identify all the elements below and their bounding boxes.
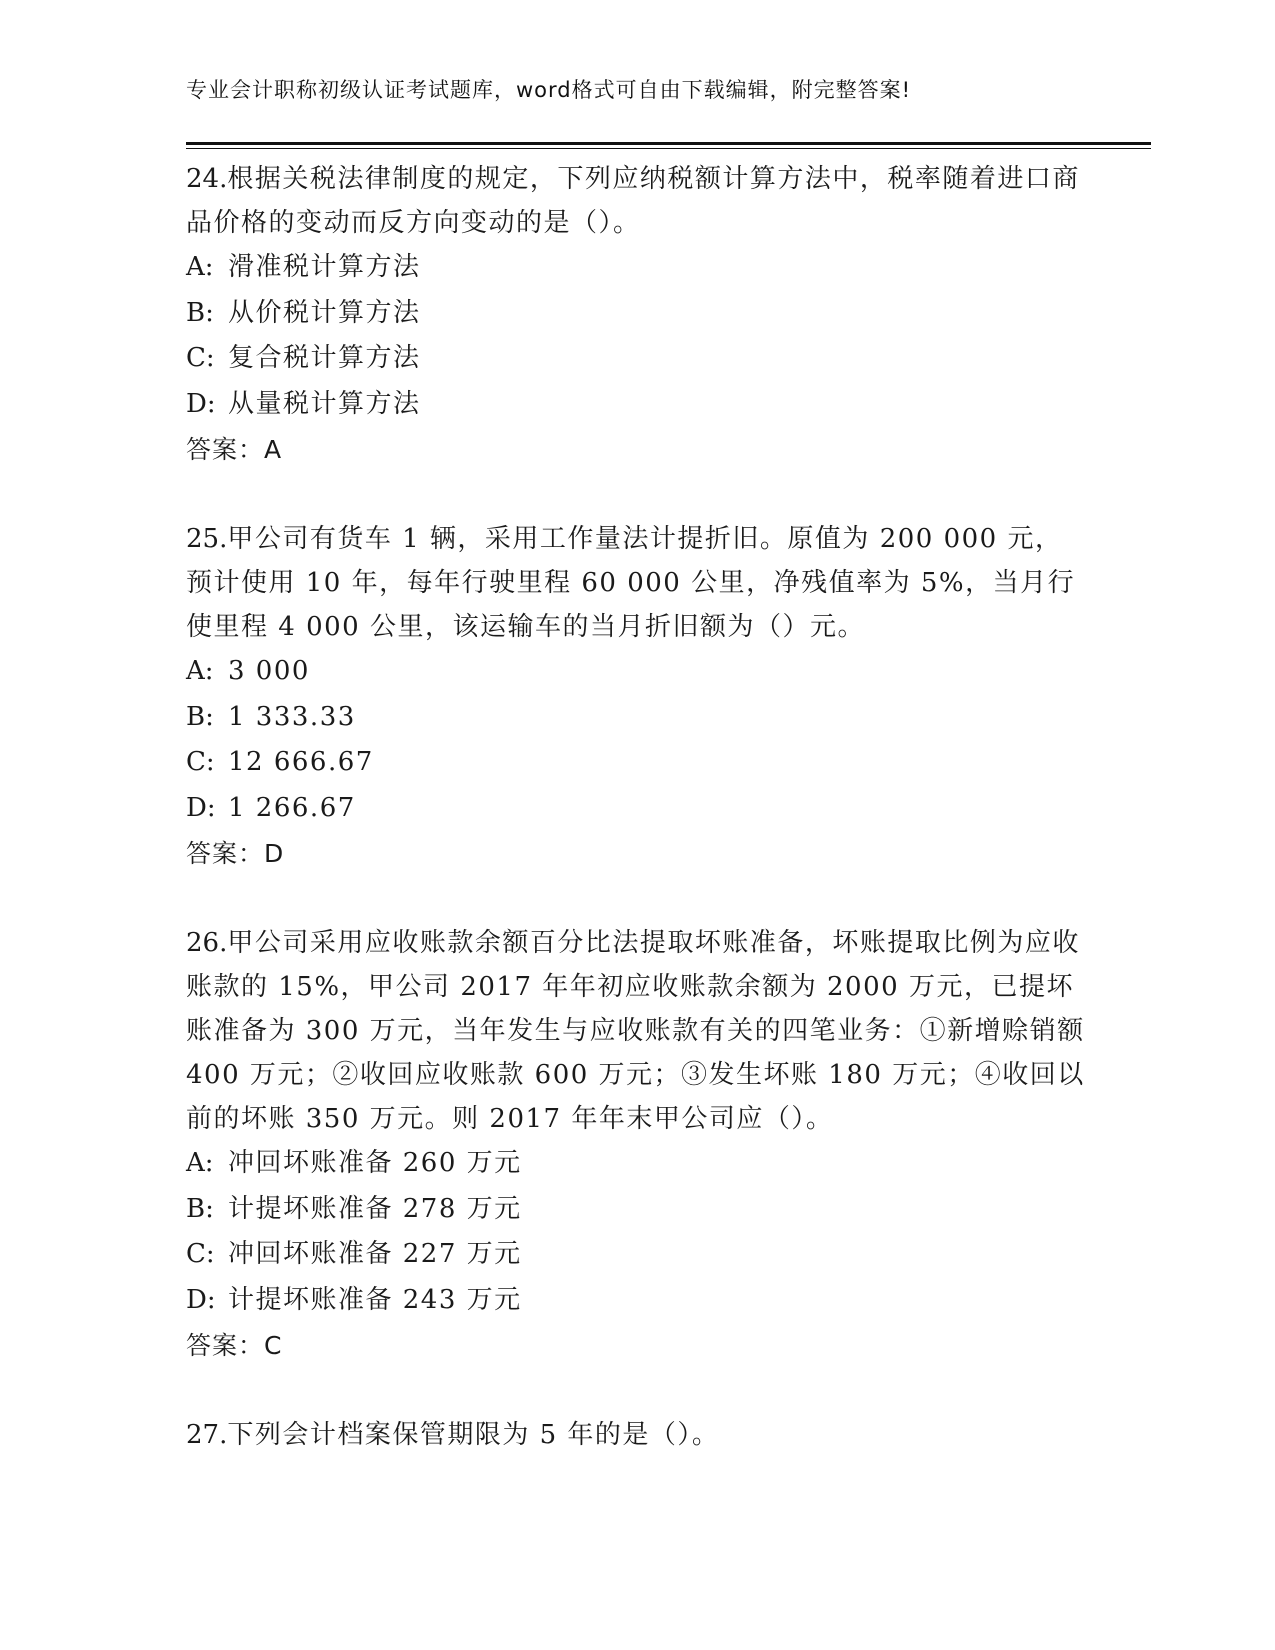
option-letter: A: (186, 656, 214, 686)
option-text: 冲回坏账准备 227 万元 (228, 1239, 522, 1269)
option-d (186, 1278, 1086, 1324)
question-27 (186, 1413, 1086, 1457)
question-25 (186, 517, 1086, 876)
option-letter: B: (186, 701, 214, 732)
option-text: 1 266.67 (228, 792, 356, 823)
question-number: 27. (186, 1420, 228, 1450)
option-b (186, 695, 1086, 741)
question-list (186, 157, 1086, 1457)
answer: 答案：D (186, 839, 285, 868)
option-a (186, 649, 1086, 695)
option-b (186, 291, 1086, 337)
option-text: 滑准税计算方法 (228, 252, 421, 282)
option-letter: C: (186, 1239, 215, 1269)
question-number: 25. (186, 524, 228, 554)
option-d (186, 786, 1086, 832)
question-body: 甲公司采用应收账款余额百分比法提取坏账准备，坏账提取比例为应收账款的 15%，甲公司 2017 年年初应收账款余额为 2000 万元，已提坏账准备为 300 万元，当年发生与应收账款有关的四笔业务：①新增赊销额 400 万元；②收回应收账款 600 万元；③发生坏账 180 万元；④收回以前的坏账 350 万元。则 2017 年年末甲公司应（）。 (186, 928, 1085, 1134)
option-text: 12 666.67 (228, 747, 374, 777)
option-letter: C: (186, 343, 215, 373)
question-26 (186, 921, 1086, 1368)
option-letter: D: (186, 1284, 216, 1315)
option-text: 复合税计算方法 (228, 343, 421, 373)
option-letter: D: (186, 792, 216, 823)
header-rule-thick (186, 142, 1151, 145)
option-text: 1 333.33 (228, 701, 356, 732)
question-text (186, 157, 1086, 245)
option-letter: D: (186, 388, 216, 419)
option-c (186, 740, 1086, 786)
question-24 (186, 157, 1086, 472)
answer: 答案：C (186, 1331, 283, 1360)
option-text: 从量税计算方法 (228, 388, 421, 419)
header-rule-thin (186, 148, 1151, 149)
spacer (186, 472, 1086, 517)
option-a (186, 1141, 1086, 1187)
option-b (186, 1187, 1086, 1233)
answer: 答案：A (186, 435, 283, 464)
question-text (186, 1413, 1086, 1457)
option-c (186, 1232, 1086, 1278)
question-text (186, 921, 1086, 1141)
option-text: 从价税计算方法 (228, 297, 421, 328)
option-text: 冲回坏账准备 260 万元 (228, 1148, 522, 1178)
option-letter: C: (186, 747, 215, 777)
question-text (186, 517, 1086, 649)
option-text: 计提坏账准备 243 万元 (228, 1284, 522, 1315)
option-text: 计提坏账准备 278 万元 (228, 1193, 522, 1224)
question-body: 根据关税法律制度的规定，下列应纳税额计算方法中，税率随着进口商品价格的变动而反方向变动的是（）。 (186, 164, 1080, 238)
option-letter: B: (186, 1193, 214, 1224)
option-c (186, 336, 1086, 382)
option-letter: B: (186, 297, 214, 328)
question-number: 26. (186, 928, 228, 958)
option-letter: A: (186, 1148, 214, 1178)
option-a (186, 245, 1086, 291)
spacer (186, 876, 1086, 921)
question-body: 甲公司有货车 1 辆，采用工作量法计提折旧。原值为 200 000 元，预计使用 10 年，每年行驶里程 60 000 公里，净残值率为 5%，当月行使里程 4 000 公里，该运输车的当月折旧额为（）元。 (186, 524, 1076, 642)
page-header: 专业会计职称初级认证考试题库，word格式可自由下载编辑，附完整答案! (186, 78, 912, 102)
spacer (186, 1368, 1086, 1413)
option-letter: A: (186, 252, 214, 282)
option-text: 3 000 (228, 656, 310, 686)
question-body: 下列会计档案保管期限为 5 年的是（）。 (227, 1420, 720, 1450)
option-d (186, 382, 1086, 428)
question-number: 24. (186, 164, 228, 194)
